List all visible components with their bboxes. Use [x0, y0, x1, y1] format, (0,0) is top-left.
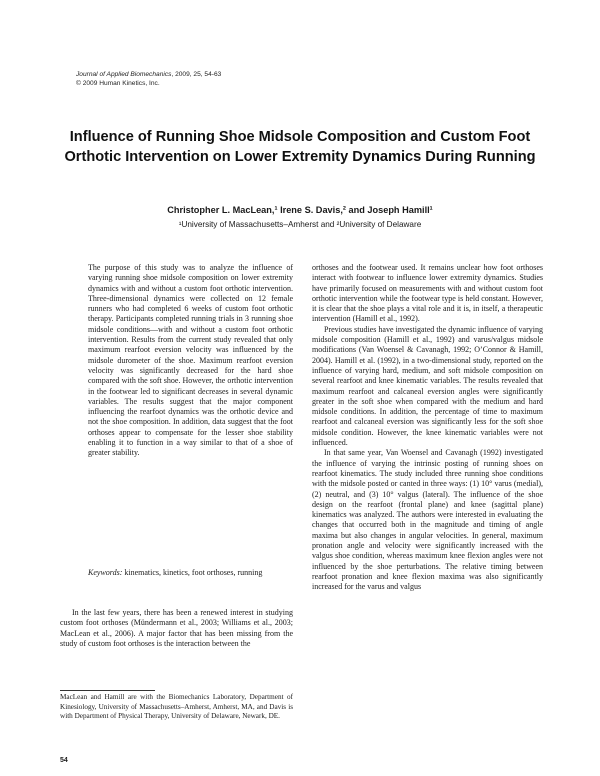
journal-citation	[76, 70, 221, 79]
right-column	[312, 263, 543, 593]
body-paragraph: Previous studies have investigated the dynamic influence of varying midsole composition (Hamill et al., 1992) and varus/valgus midsole modifications (Van Woensel & Cavanagh, 1992; O’Connor & Hamill, 2004). Hamill et al. (1992), in a two-dimensional study, reported on the influence of varying hard, medium, and soft midsole composition on several rearfoot and knee kinematic variables. The results revealed that maximum rearfoot and calcaneal eversion angles were significantly greater in the soft shoe when compared with the medium and hard midsole conditions. In addition, the percentage of time to maximum rearfoot and calcaneal eversion was significantly less for the soft shoe midsole condition. However, the knee kinematic variables were not influenced.	[312, 324, 543, 448]
journal-name: Journal of Applied Biomechanics	[76, 71, 172, 78]
article-title: Influence of Running Shoe Midsole Composition and Custom Foot Orthotic Intervention on Lower Extremity Dynamics During Running	[64, 129, 536, 165]
journal-header	[76, 70, 221, 88]
keywords-text: kinematics, kinetics, foot orthoses, running	[122, 568, 263, 577]
keywords	[88, 568, 293, 578]
keywords-label: Keywords:	[88, 568, 123, 577]
affiliations: ¹University of Massachusetts–Amherst and ²University of Delaware	[178, 220, 422, 229]
journal-volume: , 2009, 25, 54-63	[171, 71, 222, 78]
abstract: The purpose of this study was to analyze the influence of varying running shoe midsole composition on lower extremity dynamics with and without a custom foot orthotic intervention. Three-dimensional dynamics were collected on 12 female runners who had completed 6 weeks of custom foot orthotic therapy. Participants completed running trials in 3 running shoe midsole conditions—with and without a custom foot orthotic intervention. Results from the current study revealed that only maximum rearfoot eversion velocity was influenced by the midsole durometer of the shoe. Maximum rearfoot eversion velocity was significantly decreased for the hard shoe compared with the soft shoe. However, the orthotic intervention in the footwear led to significant decreases in several dynamic variables. The results suggest that the major component influencing the rearfoot dynamics was the orthotic device and not the shoe composition. In addition, data suggest that the foot orthoses appear to compensate for the lesser shoe stability enabling it to function in a way similar to that of a shoe of greater stability.	[88, 263, 293, 458]
author-footnote: MacLean and Hamill are with the Biomechanics Laboratory, Department of Kinesiology, University of Massachusetts–Amherst, Amherst, MA, and Davis is with Department of Physical Therapy, University of Delaware, Newark, DE.	[60, 693, 293, 721]
body-paragraph: In that same year, Van Woensel and Cavanagh (1992) investigated the influence of varying the intrinsic posting of running shoes on rearfoot kinematics. The study included three running shoe conditions with the midsole posted or canted in three ways: (1) 10° varus (medial), (2) neutral, and (3) 10° valgus (lateral). The influence of the shoe design on the rearfoot (frontal plane) and knee (sagittal plane) kinematics was analyzed. The authors were interested in evaluating the changes that occurred both in the magnitude and timing of angle maxima but also changes in angular velocities. In general, maximum pronation angle and velocity were significantly increased with the valgus shoe condition, whereas maximum knee flexion angles were not influenced by the shoe perturbations. The relative timing between rearfoot pronation and knee flexion maxima was also significantly increased for the varus and valgus	[312, 448, 543, 592]
page-number: 54	[60, 757, 68, 764]
copyright-line: © 2009 Human Kinetics, Inc.	[76, 80, 160, 87]
body-paragraph: orthoses and the footwear used. It remains unclear how foot orthoses interact with footwear to influence lower extremity dynamics. Studies have primarily focused on measurements with and without custom foot orthotic intervention while the footwear type is held constant. However, it is clear that the shoe plays a vital role and it is, in itself, a therapeutic intervention (Hamill et al., 1992).	[312, 263, 543, 324]
footnote-rule	[60, 690, 155, 691]
author-list: Christopher L. MacLean,¹ Irene S. Davis,² and Joseph Hamill¹	[167, 205, 433, 215]
intro-paragraph: In the last few years, there has been a renewed interest in studying custom foot orthoses (Mündermann et al., 2003; Williams et al., 2003; MacLean et al., 2006). A major factor that has been missing from the study of custom foot orthoses is the interaction between the	[60, 608, 293, 648]
